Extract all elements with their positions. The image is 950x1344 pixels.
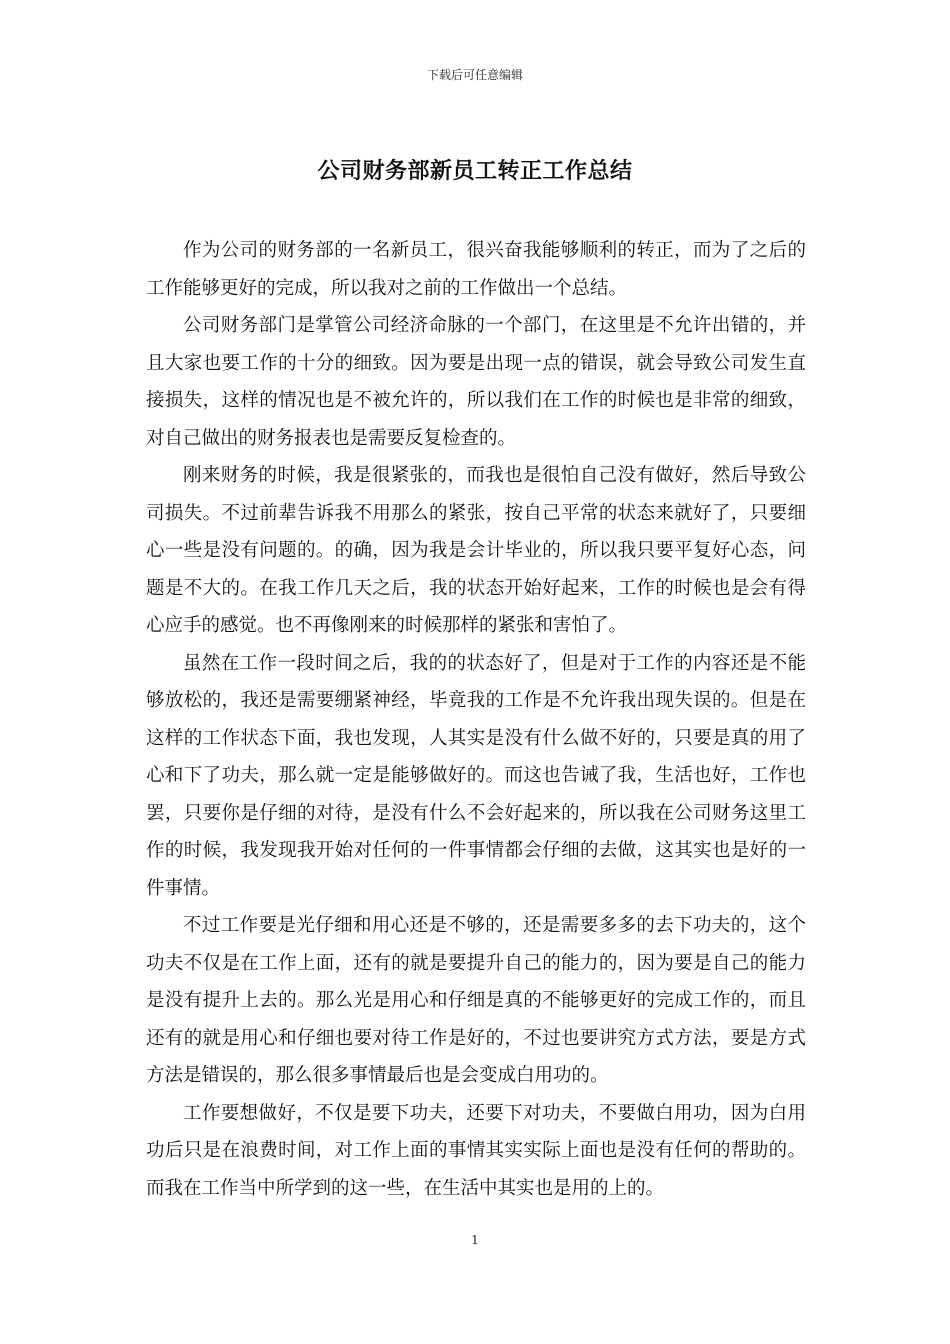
paragraph: 公司财务部门是掌管公司经济命脉的一个部门，在这里是不允许出错的，并且大家也要工作的十分的细致。因为要是出现一点的错误，就会导致公司发生直接损失，这样的情况也是不被允许的，所以我们在工作的时候也是非常的细致，对自己做出的财务报表也是需要反复检查的。 xyxy=(146,315,806,449)
header-note: 下载后可任意编辑 xyxy=(426,68,523,82)
paragraph: 虽然在工作一段时间之后，我的的状态好了，但是对于工作的内容还是不能够放松的，我还是需要绷紧神经，毕竟我的工作是不允许我出现失误的。但是在这样的工作状态下面，我也发现，人其实是没有什么做不好的，只要是真的用了心和下了功夫，那么就一定是能够做好的。而这也告诫了我，生活也好，工作也罢，只要你是仔细的对待，是没有什么不会好起来的，所以我在公司财务这里工作的时候，我发现我开始对任何的一件事情都会仔细的去做，这其实也是好的一件事情。 xyxy=(146,652,806,899)
page-number: 1 xyxy=(471,1233,479,1247)
document-body xyxy=(146,232,806,1207)
document-title: 公司财务部新员工转正工作总结 xyxy=(317,159,633,184)
paragraph: 作为公司的财务部的一名新员工，很兴奋我能够顺利的转正，而为了之后的工作能够更好的完成，所以我对之前的工作做出一个总结。 xyxy=(146,240,806,299)
paragraph: 工作要想做好，不仅是要下功夫，还要下对功夫，不要做白用功，因为白用功后只是在浪费时间，对工作上面的事情其实实际上面也是没有任何的帮助的。而我在工作当中所学到的这一些，在生活中其实也是用的上的。 xyxy=(146,1102,806,1199)
paragraph: 不过工作要是光仔细和用心还是不够的，还是需要多多的去下功夫的，这个功夫不仅是在工作上面，还有的就是要提升自己的能力的，因为要是自己的能力是没有提升上去的。那么光是用心和仔细是真的不能够更好的完成工作的，而且还有的就是用心和仔细也要对待工作是好的，不过也要讲究方式方法，要是方式方法是错误的，那么很多事情最后也是会变成白用功的。 xyxy=(146,915,806,1086)
paragraph: 刚来财务的时候，我是很紧张的，而我也是很怕自己没有做好，然后导致公司损失。不过前辈告诉我不用那么的紧张，按自己平常的状态来就好了，只要细心一些是没有问题的。的确，因为我是会计毕业的，所以我只要平复好心态，问题是不大的。在我工作几天之后，我的状态开始好起来，工作的时候也是会有得心应手的感觉。也不再像刚来的时候那样的紧张和害怕了。 xyxy=(146,465,806,636)
